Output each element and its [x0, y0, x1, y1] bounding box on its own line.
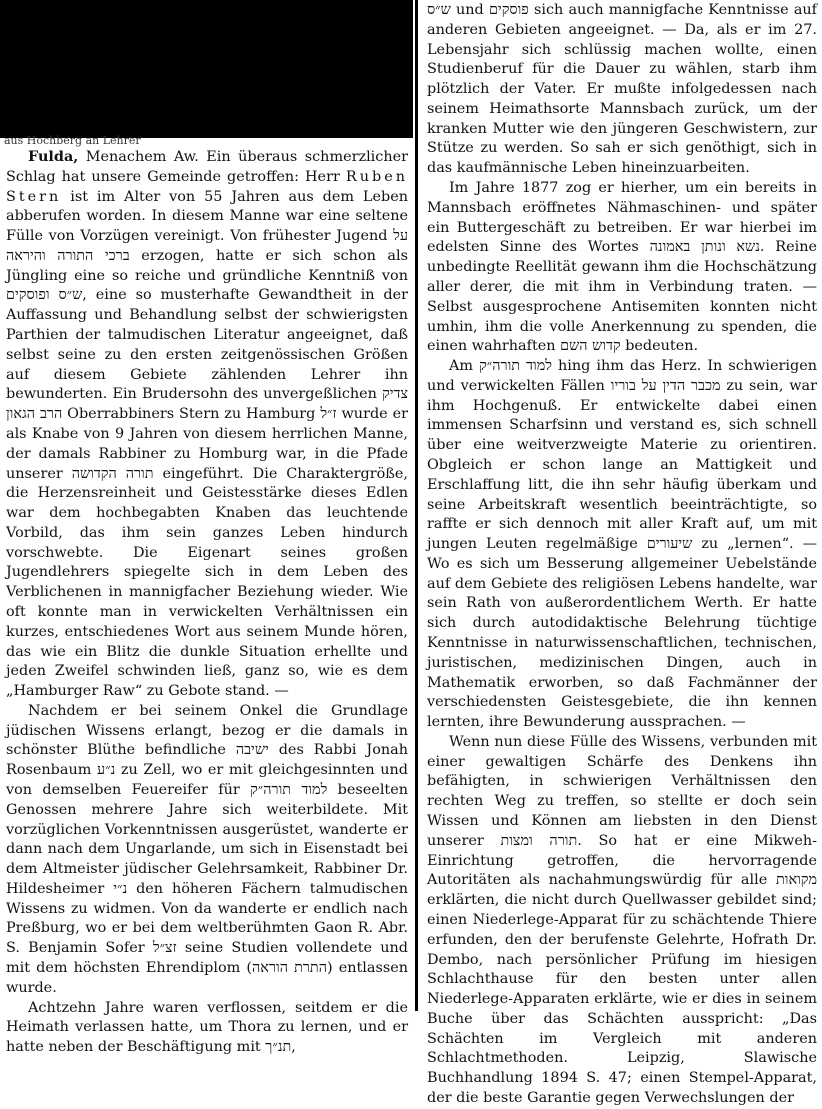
obituary-paragraph-3: Achtzehn Jahre waren verflossen, seitdem er die Heimath verlassen hatte, um Thora zu lernen, und er hatte neben der Beschäftigung mit תנ״ך, — [6, 999, 408, 1056]
obituary-paragraph-1 — [6, 147, 408, 702]
paragraph-1-rest: ist im Alter von 55 Jahren aus dem Leben abberufen worden. In diesem Manne war eine seltene Fülle von Vorzügen vereinigt. Von frühester Jugend על ברכי התורה והיראה erzogen, hatte er sich schon als Jüngling eine so reiche und gründliche Kenntniß von ש״ס ופוסקים, eine so musterhafte Gewandtheit in der Auffassung und Behandlung selbst der schwierigsten Parthien der talmudischen Literatur angeeignet, daß selbst seine zu den ersten zeitgenössischen Größen auf diesem Gebiete zählenden Lehrer ihn bewunderten. Ein Brudersohn des unvergeßlichen צדיק הרב הגאון Oberrabbiners Stern zu Hamburg ז״ל wurde er als Knabe von 9 Jahren von diesem herrlichen Manne, der damals Rabbiner zu Homburg war, in die Pfade unserer תורה הקדושה eingeführt. Die Charaktergröße, die Herzensreinheit und Geistesstärke dieses Edlen war dem hochbegabten Knaben das leuchtende Vorbild, das ihm sein ganzes Leben hindurch vorschwebte. Die Eigenart seines großen Jugendlehrers spiegelte sich in dem Leben des Verblichenen in mannigfacher Beziehung wieder. Wie oft konnte man in verwickelten Verhältnissen ein kurzes, entschiedenes Wort aus seinem Munde hören, das wie ein Blitz die dunkle Situation erhellte und jeden Zweifel schwinden ließ, ganz so, wie es dem „Hamburger Raw“ zu Gebote stand. — — [6, 188, 408, 700]
obituary-paragraph-7: Wenn nun diese Fülle des Wissens, verbunden mit einer gewaltigen Schärfe des Denkens ihn befähigten, in schwierigen Verhältnissen den rechten Weg zu treffen, so stellte er doch sein Wissen und Können am liebsten in den Dienst unserer תורה ומצות. So hat er eine Mikweh-Einrichtung getroffen, die hervorragende Autoritäten als nachahmungswürdig für alle מקואות erklärten, die nicht durch Quellwasser gebildet sind; einen Niederlege-Apparat für zu schächtende Thiere erfunden, den der berufenste Gelehrte, Hofrath Dr. Dembo, nach persönlicher Prüfung im hiesigen Schlachthause für den besten unter allen Niederlege-Apparaten erklärte, wie er dies in seinem Buche über das Schächten ausspricht: „Das Schächten im Vergleich mit anderen Schlachtmethoden. Leipzig, Slawische Buchhandlung 1894 S. 47; einen Stempel-Apparat, der die beste Garantie gegen Verwechslungen der — [427, 733, 818, 1106]
deceased-name: Ruben Stern — [6, 168, 408, 205]
dateline-place: Fulda, — [28, 148, 79, 165]
cutoff-text-fragment: aus Hochberg an Lehrer — [4, 134, 141, 147]
right-column — [427, 1, 818, 1106]
obituary-paragraph-2: Nachdem er bei seinem Onkel die Grundlage jüdischen Wissens erlangt, bezog er die damals in schönster Blüthe befindliche ישיבה des Rabbi Jonah Rosenbaum נ״ע zu Zell, wo er mit gleichgesinnten und von demselben Feuereifer für למוד תורה״ק beseelten Genossen mehrere Jahre sich weiterbildete. Mit vorzüglichen Vorkenntnissen ausgerüstet, wanderte er dann nach dem Ungarlande, um sich in Eisenstadt bei dem Altmeister jüdischer Gelehrsamkeit, Rabbiner Dr. Hildesheimer נ״י den höheren Fächern talmudischen Wissens zu widmen. Von da wanderte er endlich nach Preßburg, wo er bei dem weltberühmten Gaon R. Abr. S. Benjamin Sofer זצ״ל seine Studien vollendete und mit dem höchsten Ehrendiplom (התרת הוראה) entlassen wurde. — [6, 702, 409, 996]
dateline-text: Menachem Aw. Ein überaus schmerzlicher Schlag hat unsere Gemeinde getroffen: Herr — [6, 149, 408, 185]
column-divider — [415, 0, 418, 1011]
obituary-paragraph-5: Im Jahre 1877 zog er hierher, um ein bereits in Mannsbach eröffnetes Nähmaschinen- und später ein Buttergeschäft zu betreiben. Er war hierbei im edelsten Sinne des Wortes נשא ונותן באמונה. Reine unbedingte Reellität gewann ihm die Hochschätzung aller derer, die mit ihm in Verbindung traten. — Selbst ausgesprochene Antisemiten konnten nicht umhin, ihm die volle Anerkennung zu spenden, die einen wahrhaften קדוש השם bedeuten. — [427, 180, 818, 355]
redaction-block — [0, 0, 413, 138]
left-column — [6, 147, 409, 1056]
obituary-paragraph-4: ש״ס und פוסקים sich auch mannigfache Kenntnisse auf anderen Gebieten angeeignet. — Da, als er im 27. Lebensjahr sich schlüssig machen wollte, einen Studienberuf für die Dauer zu wählen, starb ihm plötzlich der Vater. Er mußte infolgedessen nach seinem Heimathsorte Mannsbach zurück, um der kranken Mutter wie den jüngeren Geschwistern, zur Stütze zu werden. So sah er sich genöthigt, sich in das kaufmännische Leben hineinzuarbeiten. — [427, 2, 817, 177]
obituary-paragraph-6: Am למוד תורה״ק hing ihm das Herz. In schwierigen und verwickelten Fällen מכבר הדין על בוריו zu sein, war ihm Hochgenuß. Er entwickelte dabei einen immensen Scharfsinn und verstand es, sich schnell über eine weitverzweigte Materie zu orientiren. Obgleich er schon lange an Mattigkeit und Erschlaffung litt, die ihn sehr häufig überkam und seine Arbeitskraft wesentlich beeinträchtigte, so raffte er sich dennoch mit aller Kraft auf, um mit jungen Leuten regelmäßige שיעורים zu „lernen“. — Wo es sich um Besserung allgemeiner Uebelstände auf dem Gebiete des religiösen Lebens handelte, war sein Rath von außerordentlichem Werth. Er hatte sich durch autodidaktische Belehrung tüchtige Kenntnisse in naturwissenschaftlichen, technischen, juristischen, medizinischen Dingen, auch in Mathematik erworben, so daß Fachmänner der verschiedensten Geistesgebiete, die ihn kennen lernten, ihre Bewunderung aussprachen. — — [427, 358, 818, 731]
